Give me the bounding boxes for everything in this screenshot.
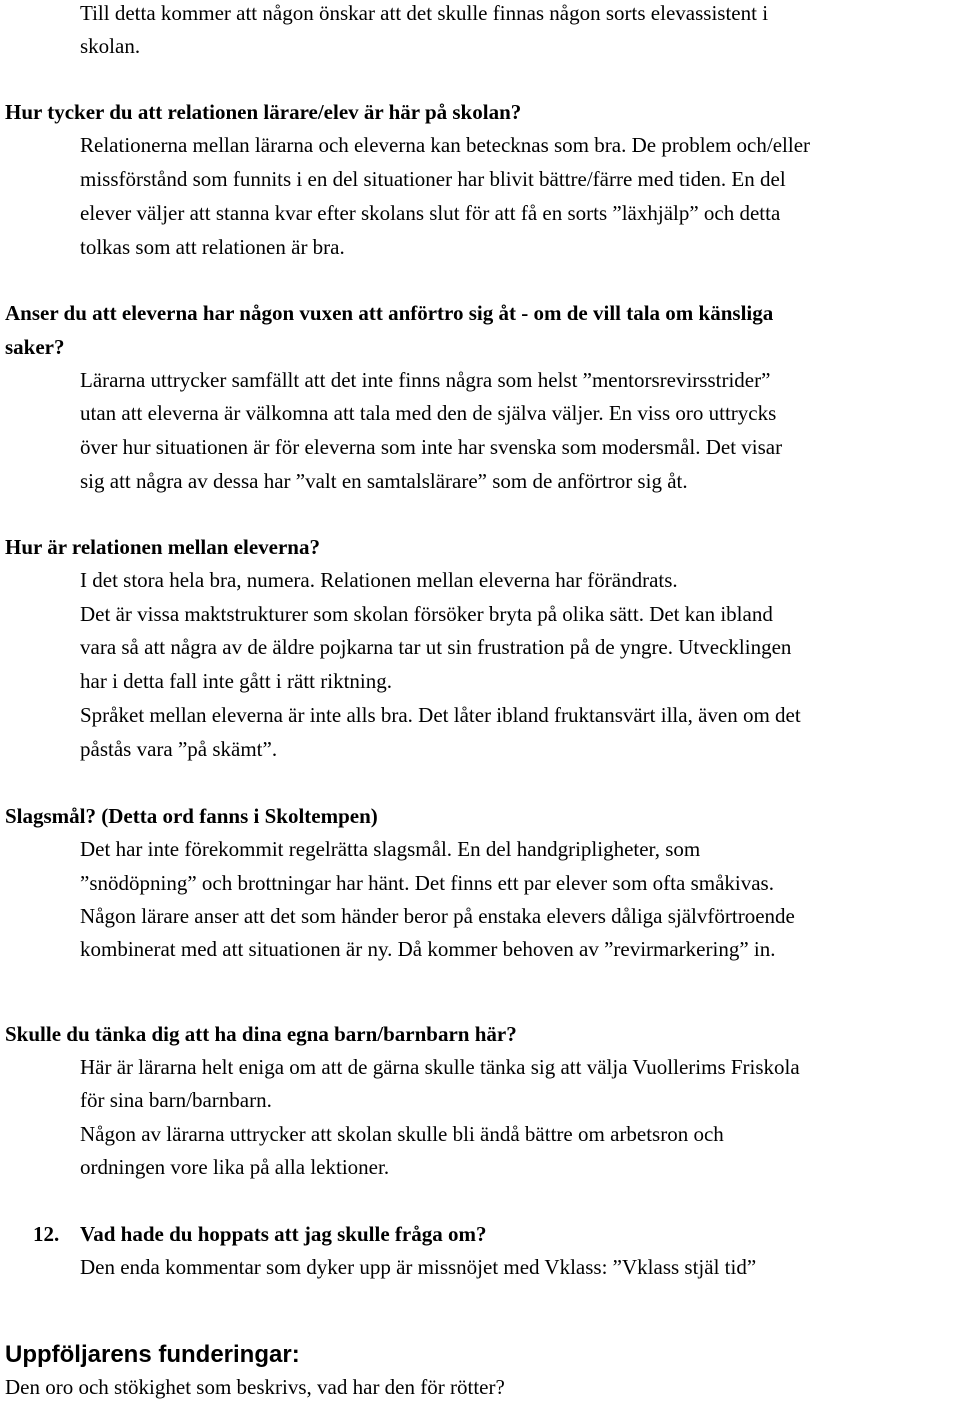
paragraph-line: Lärarna uttrycker samfällt att det inte finns några som helst ”mentorsrevirsstrider”: [80, 368, 771, 392]
question-heading: Hur är relationen mellan eleverna?: [5, 535, 320, 559]
paragraph-line: I det stora hela bra, numera. Relationen mellan eleverna har förändrats.: [80, 568, 678, 592]
question-heading: Skulle du tänka dig att ha dina egna barn/barnbarn här?: [5, 1022, 517, 1046]
paragraph-line: Det är vissa maktstrukturer som skolan försöker bryta på olika sätt. Det kan ibland: [80, 602, 773, 626]
question-number: 12.: [33, 1222, 60, 1246]
paragraph-line: Det har inte förekommit regelrätta slagsmål. En del handgripligheter, som: [80, 837, 701, 861]
paragraph-line: över hur situationen är för eleverna som inte har svenska som modersmål. Det visar: [80, 435, 783, 459]
question-heading: Vad hade du hoppats att jag skulle fråga om?: [80, 1222, 487, 1246]
section-heading: Uppföljarens funderingar:: [5, 1341, 300, 1368]
paragraph-line: sig att några av dessa har ”valt en samtalslärare” som de anförtror sig åt.: [80, 469, 688, 493]
paragraph-line: påstås vara ”på skämt”.: [80, 737, 278, 761]
question-heading: Hur tycker du att relationen lärare/elev är här på skolan?: [5, 100, 522, 124]
paragraph-line: Någon av lärarna uttrycker att skolan skulle bli ändå bättre om arbetsron och: [80, 1122, 724, 1146]
paragraph-line: elever väljer att stanna kvar efter skolans slut för att få en sorts ”läxhjälp” och detta: [80, 201, 781, 225]
paragraph-line: Språket mellan eleverna är inte alls bra. Det låter ibland fruktansvärt illa, även om det: [80, 703, 801, 727]
paragraph-line: missförstånd som funnits i en del situationer har blivit bättre/färre med tiden. En del: [80, 167, 786, 191]
paragraph-line: utan att eleverna är välkomna att tala med den de själva väljer. En viss oro uttrycks: [80, 401, 777, 425]
paragraph-line: har i detta fall inte gått i rätt riktning.: [80, 669, 392, 693]
paragraph-line: Någon lärare anser att det som händer beror på enstaka elevers dåliga självförtroende: [80, 904, 795, 928]
paragraph-line: vara så att några av de äldre pojkarna tar ut sin frustration på de yngre. Utvecklingen: [80, 635, 792, 659]
question-heading: Anser du att eleverna har någon vuxen att anförtro sig åt - om de vill tala om känsliga: [5, 301, 774, 325]
paragraph-line: ”snödöpning” och brottningar har hänt. Det finns ett par elever som ofta småkivas.: [80, 871, 774, 895]
paragraph-line: Den oro och stökighet som beskrivs, vad har den för rötter?: [5, 1375, 505, 1399]
paragraph-line: för sina barn/barnbarn.: [80, 1088, 272, 1112]
paragraph-line: skolan.: [80, 34, 141, 58]
question-heading: Slagsmål? (Detta ord fanns i Skoltempen): [5, 804, 378, 828]
paragraph-line: Till detta kommer att någon önskar att det skulle finnas någon sorts elevassistent i: [80, 1, 769, 25]
paragraph-line: Relationerna mellan lärarna och eleverna kan betecknas som bra. De problem och/eller: [80, 133, 811, 157]
paragraph-line: tolkas som att relationen är bra.: [80, 235, 345, 259]
paragraph-line: kombinerat med att situationen är ny. Då kommer behoven av ”revirmarkering” in.: [80, 937, 776, 961]
paragraph-line: Här är lärarna helt eniga om att de gärna skulle tänka sig att välja Vuollerims Friskola: [80, 1055, 800, 1079]
paragraph-line: ordningen vore lika på alla lektioner.: [80, 1155, 390, 1179]
question-heading: saker?: [5, 335, 65, 359]
paragraph-line: Den enda kommentar som dyker upp är missnöjet med Vklass: ”Vklass stjäl tid”: [80, 1255, 757, 1279]
